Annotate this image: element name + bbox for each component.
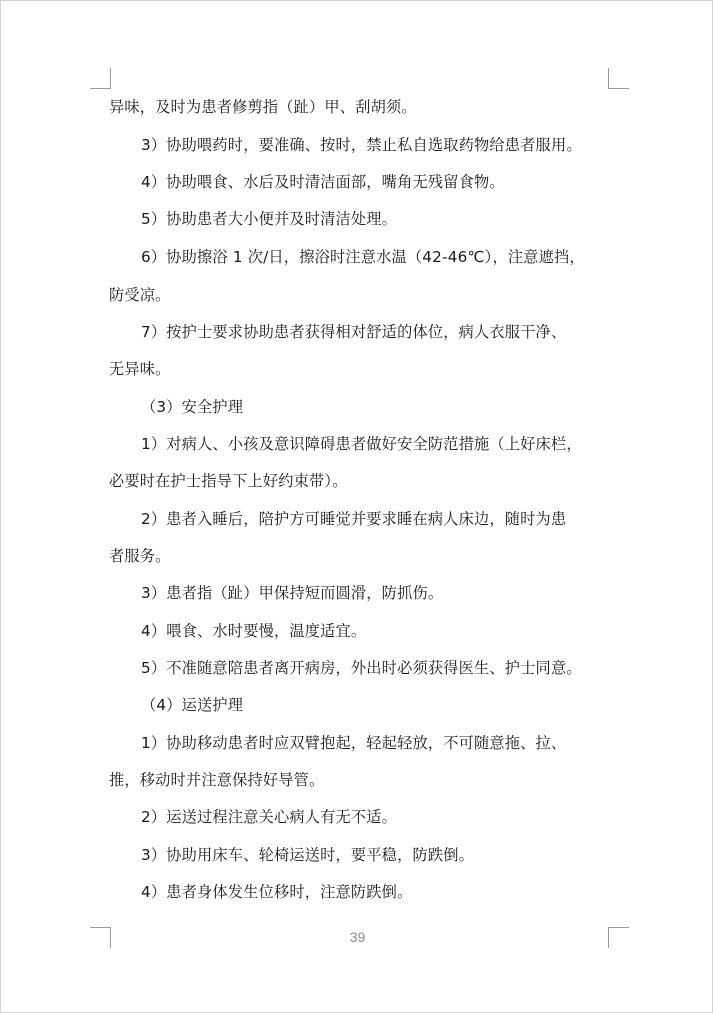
text-line: 4）喂食、水时要慢，温度适宜。 [141, 622, 367, 640]
text-line: 7）按护士要求协助患者获得相对舒适的体位，病人衣服干净、 [141, 323, 567, 341]
text-line: 6）协助擦浴 1 次/日，擦浴时注意水温（42-46℃），注意遮挡， [141, 248, 585, 266]
section-heading: （3）安全护理 [141, 398, 244, 416]
text-line: 2）运送过程注意关心病人有无不适。 [141, 808, 398, 826]
text-line: 3）协助喂药时，要准确、按时，禁止私自选取药物给患者服用。 [141, 136, 582, 154]
top-left-corner-mark [90, 68, 111, 89]
text-line: 防受凉。 [109, 286, 171, 304]
text-line: 推，移动时并注意保持好导管。 [109, 771, 325, 789]
text-line: 1）对病人、小孩及意识障碍患者做好安全防范措施（上好床栏， [141, 435, 582, 453]
text-line: 3）患者指（趾）甲保持短而圆滑，防抓伤。 [141, 584, 444, 602]
text-line: 无异味。 [109, 360, 171, 378]
text-line: 1）协助移动患者时应双臂抱起，轻起轻放，不可随意拖、拉、 [141, 734, 567, 752]
text-line: 者服务。 [109, 547, 171, 565]
text-line: 必要时在护士指导下上好约束带）。 [109, 472, 348, 490]
text-line: 异味，及时为患者修剪指（趾）甲、刮胡须。 [109, 98, 417, 116]
text-line: 5）不准随意陪患者离开病房，外出时必须获得医生、护士同意。 [141, 659, 582, 677]
text-line: 4）患者身体发生位移时，注意防跌倒。 [141, 883, 413, 901]
top-right-corner-mark [608, 68, 629, 89]
text-line: 2）患者入睡后，陪护方可睡觉并要求睡在病人床边，随时为患 [141, 510, 567, 528]
page-number: 39 [349, 929, 366, 945]
text-line: 5）协助患者大小便并及时清洁处理。 [141, 210, 398, 228]
text-line: 3）协助用床车、轮椅运送时，要平稳，防跌倒。 [141, 846, 475, 864]
text-line: 4）协助喂食、水后及时清洁面部，嘴角无残留食物。 [141, 173, 505, 191]
section-heading: （4）运送护理 [141, 696, 244, 714]
